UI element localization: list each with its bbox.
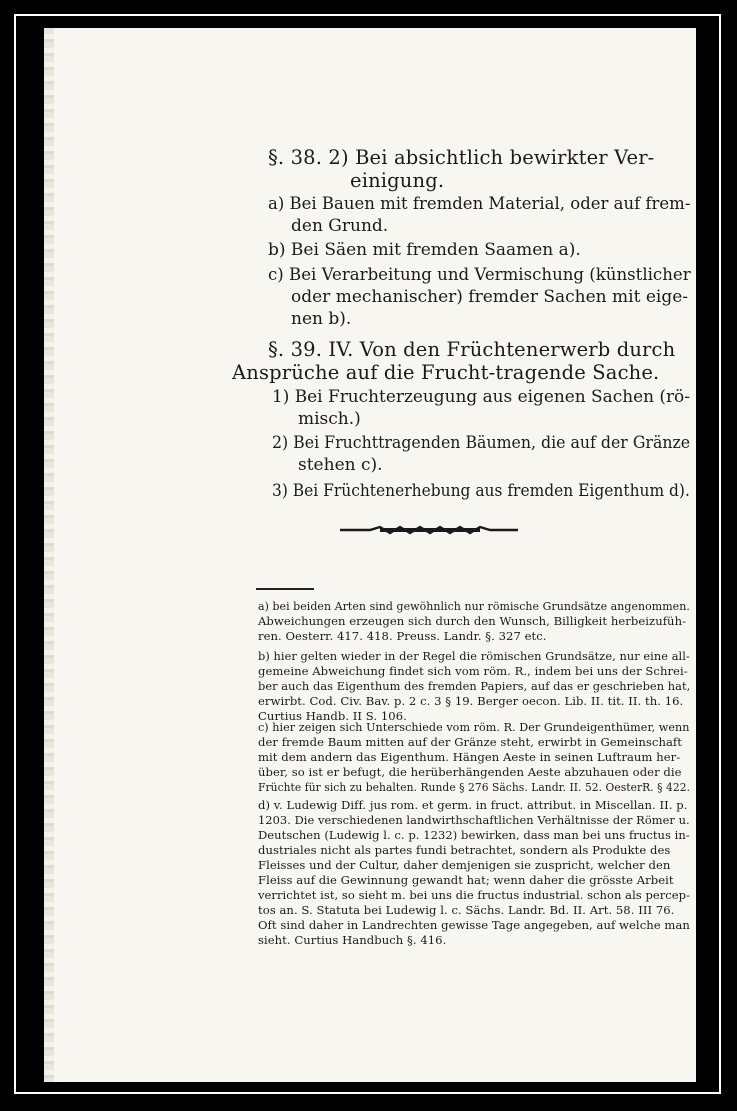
footnote-d-line-7: verrichtet ist, so sieht m. bei uns die fructus industrial. schon als percep- (258, 888, 691, 902)
footnote-c-line-1: c) hier zeigen sich Unterschiede vom röm. R. Der Grundeigenthümer, wenn (258, 720, 690, 734)
footnote-b-line-1: b) hier gelten wieder in der Regel die römischen Grundsätze, nur eine all- (258, 649, 690, 663)
item-1-line-1: 1) Bei Fruchterzeugung aus eigenen Sachen (rö- (272, 387, 690, 407)
item-a-line-1: a) Bei Bauen mit fremden Material, oder auf frem- (268, 194, 691, 214)
item-c-line-3: nen b). (291, 309, 352, 329)
footnote-d-line-4: dustriales nicht als partes fundi betrachtet, sondern als Produkte des (258, 843, 671, 857)
footnote-separator-rule (256, 588, 314, 590)
item-b-line-1: b) Bei Säen mit fremden Saamen a). (268, 240, 581, 260)
footnote-d-line-3: Deutschen (Ludewig l. c. p. 1232) bewirken, dass man bei uns fructus in- (258, 828, 690, 842)
footnote-a-line-3: ren. Oesterr. 417. 418. Preuss. Landr. §. 327 etc. (258, 629, 547, 643)
footnote-c-line-2: der fremde Baum mitten auf der Gränze steht, erwirbt in Gemeinschaft (258, 735, 682, 749)
item-1-line-2: misch.) (298, 409, 361, 429)
footnote-d-line-8: tos an. S. Statuta bei Ludewig l. c. Sächs. Landr. Bd. II. Art. 58. III 76. (258, 903, 675, 917)
section-38-heading-line-1: §. 38. 2) Bei absichtlich bewirkter Ver- (268, 146, 655, 169)
item-2-line-1: 2) Bei Fruchttragenden Bäumen, die auf der Gränze (272, 433, 691, 453)
torn-page-edge (44, 28, 54, 1082)
section-38-heading-line-2: einigung. (350, 169, 445, 192)
item-c-line-1: c) Bei Verarbeitung und Vermischung (künstlicher (268, 265, 691, 285)
footnote-c-line-4: über, so ist er befugt, die herüberhängenden Aeste abzuhauen oder die (258, 765, 682, 779)
footnote-a-line-2: Abweichungen erzeugen sich durch den Wunsch, Billigkeit herbeizufüh- (258, 614, 687, 628)
footnote-b-line-3: ber auch das Eigenthum des fremden Papiers, auf das er geschrieben hat, (258, 679, 691, 693)
footnote-b-line-2: gemeine Abweichung findet sich vom röm. R., indem bei uns der Schrei- (258, 664, 688, 678)
footnote-c-line-3: mit dem andern das Eigenthum. Hängen Aeste in seinen Luftraum her- (258, 750, 681, 764)
footnote-d-line-5: Fleisses und der Cultur, daher demjenigen sie zuspricht, welcher den (258, 858, 671, 872)
item-2-line-2: stehen c). (298, 455, 383, 475)
item-a-line-2: den Grund. (291, 216, 389, 236)
footnote-a-line-1: a) bei beiden Arten sind gewöhnlich nur römische Grundsätze angenommen. (258, 599, 690, 613)
section-39-heading-line-1: §. 39. IV. Von den Früchtenerwerb durch (268, 338, 676, 361)
footnote-b-line-5: Curtius Handb. II S. 106. (258, 709, 407, 723)
footnote-d-line-2: 1203. Die verschiedenen landwirthschaftlichen Verhältnisse der Römer u. (258, 813, 690, 827)
decorative-ornament-divider (340, 524, 518, 536)
item-c-line-2: oder mechanischer) fremder Sachen mit eige- (291, 287, 689, 307)
footnote-d-line-10: sieht. Curtius Handbuch §. 416. (258, 933, 447, 947)
footnote-b-line-4: erwirbt. Cod. Civ. Bav. p. 2 c. 3 § 19. Berger oecon. Lib. II. tit. II. th. 16. (258, 694, 684, 708)
footnote-d-line-6: Fleiss auf die Gewinnung gewandt hat; wenn daher die grösste Arbeit (258, 873, 674, 887)
footnote-d-line-9: Oft sind daher in Landrechten gewisse Tage angegeben, auf welche man (258, 918, 690, 932)
footnote-c-line-5: Früchte für sich zu behalten. Runde § 276 Sächs. Landr. II. 52. OesterR. § 422. (258, 780, 691, 794)
section-39-heading-line-2: Ansprüche auf die Frucht-tragende Sache. (232, 361, 660, 384)
footnote-d-line-1: d) v. Ludewig Diff. jus rom. et germ. in fruct. attribut. in Miscellan. II. p. (258, 798, 688, 812)
item-3-line-1: 3) Bei Früchtenerhebung aus fremden Eigenthum d). (272, 481, 690, 501)
